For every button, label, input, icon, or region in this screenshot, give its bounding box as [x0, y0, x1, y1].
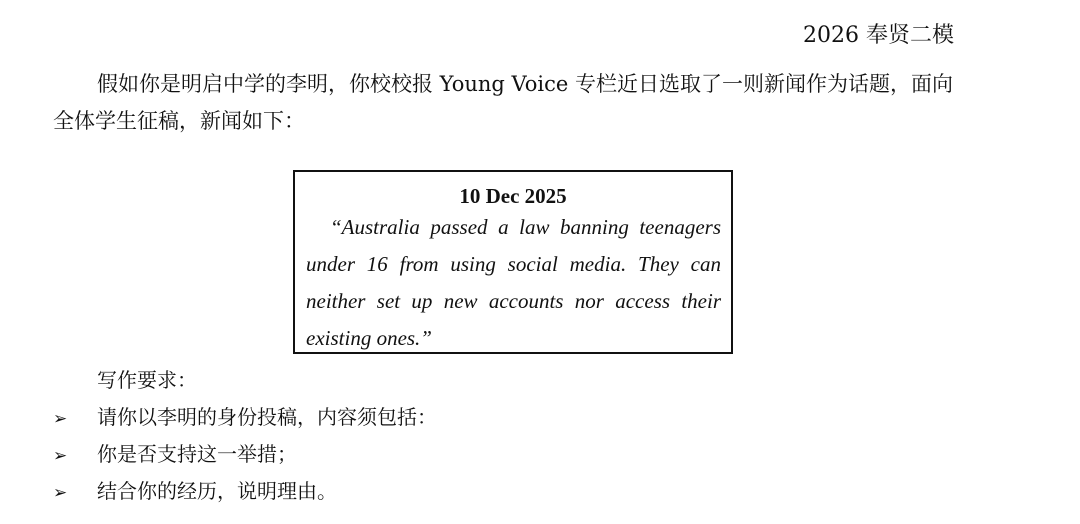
prompt-text: 假如你是明启中学的李明，你校校报 Young Voice 专栏近日选取了一则新闻作为话题，面向全体学生征稿，新闻如下：: [53, 72, 953, 133]
news-quote: “Australia passed a law banning teenagers under 16 from using social media. They can neither set up new accounts nor access their existing ones.”: [306, 215, 721, 350]
arrow-bullet-icon: ➢: [53, 483, 68, 503]
requirement-item: [53, 402, 437, 439]
requirements-list: [53, 402, 437, 513]
arrow-bullet-icon: ➢: [53, 409, 68, 429]
exam-label: 2026 奉贤二模: [803, 23, 954, 48]
arrow-bullet-icon: ➢: [53, 446, 68, 466]
news-date: 10 Dec 2025: [459, 184, 567, 208]
requirements-title: 写作要求：: [97, 368, 197, 392]
requirement-item: [53, 439, 437, 476]
requirement-text: 你是否支持这一举措；: [97, 442, 297, 466]
requirement-text: 请你以李明的身份投稿，内容须包括：: [97, 405, 437, 429]
writing-prompt: [53, 66, 963, 140]
requirement-text: 结合你的经历，说明理由。: [97, 479, 337, 503]
requirement-item: [53, 476, 437, 513]
news-box: [293, 170, 733, 354]
